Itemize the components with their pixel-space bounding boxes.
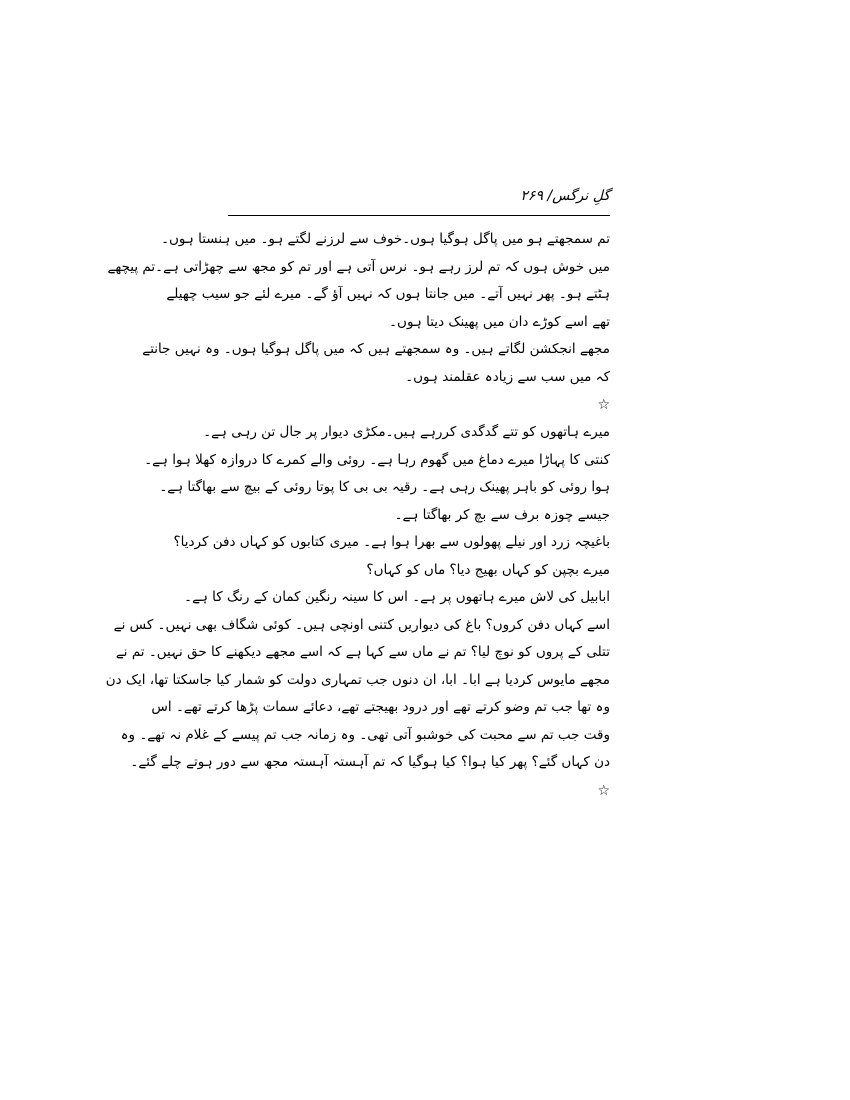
text-line: تھے اسے کوڑے دان میں پھینک دیتا ہوں۔ xyxy=(389,313,610,330)
text-line: دن کہاں گئے؟ پھر کیا ہوا؟ کیا ہوگیا کہ تم آہستہ آہستہ مجھ سے دور ہوتے چلے گئے۔ xyxy=(130,754,610,770)
text-line: میرے ہاتھوں کو تتے گدگدی کررہے ہیں۔مکڑی دیوار پر جال تن رہی ہے۔ xyxy=(203,424,610,440)
text-line: وہ تھا جب تم وضو کرتے تھے اور درود بھیجتے تھے، دعائے سمات پڑھا کرتے تھے۔ اس xyxy=(151,699,610,715)
text-line: تم سمجھتے ہو میں پاگل ہوگیا ہوں۔خوف سے لرزنے لگتے ہو۔ میں ہنستا ہوں۔ xyxy=(161,231,610,247)
text-line: مجھے انجکشن لگاتے ہیں۔ وہ سمجھتے ہیں کہ میں پاگل ہوگیا ہوں۔ وہ نہیں جانتے xyxy=(142,341,610,357)
section-separator-star: ☆ xyxy=(597,397,610,413)
text-line: کنتی کا پہاڑا میرے دماغ میں گھوم رہا ہے۔ روئی والے کمرے کا دروازہ کھلا ہوا ہے۔ xyxy=(144,451,610,468)
text-line: وقت جب تم سے محبت کی خوشبو آتی تھی۔ وہ زمانہ جب تم پیسے کے غلام نہ تھے۔ وہ xyxy=(120,726,610,743)
header-rule xyxy=(228,215,610,216)
text-line: میرے بچپن کو کہاں بھیج دیا؟ ماں کو کہاں؟ xyxy=(366,561,610,578)
text-line: میں خوش ہوں کہ تم لرز رہے ہو۔ نرس آتی ہے اور تم کو مجھ سے چھڑاتی ہے۔تم پیچھے xyxy=(107,258,610,275)
running-title: گلِ نرگس/ ۲۶۹ xyxy=(520,188,610,204)
text-line: ابابیل کی لاش میرے ہاتھوں پر ہے۔ اس کا سینہ رنگین کمان کے رنگ کا ہے۔ xyxy=(184,589,610,605)
text-line: تتلی کے پروں کو نوچ لیا؟ تم نے ماں سے کہا ہے کہ اسے مجھے دیکھنے کا حق نہیں۔ تم نے xyxy=(115,644,610,660)
text-line: مجھے مایوس کردیا ہے ابا۔ ابا، ان دنوں جب تمہاری دولت کو شمار کیا جاسکتا تھا، ایک دن xyxy=(105,671,610,688)
text-line: جیسے چوزہ برف سے بچ کر بھاگتا ہے۔ xyxy=(394,506,610,523)
text-line: ہٹتے ہو۔ پھر نہیں آتے۔ میں جانتا ہوں کہ نہیں آؤ گے۔ میرے لئے جو سیب چھیلے xyxy=(166,286,610,302)
text-line: اسے کہاں دفن کروں؟ باغ کی دیواریں کتنی اونچی ہیں۔ کوئی شگاف بھی نہیں۔ کس نے xyxy=(113,616,610,633)
section-separator-star: ☆ xyxy=(597,782,610,799)
running-header xyxy=(228,188,610,212)
text-line: باغیچہ زرد اور نیلے پھولوں سے بھرا ہوا ہے۔ میری کتابوں کو کہاں دفن کردیا؟ xyxy=(173,534,610,550)
body-text xyxy=(105,226,610,805)
text-line: کہ میں سب سے زیادہ عقلمند ہوں۔ xyxy=(405,368,610,385)
text-line: ہوا روئی کو باہر پھینک رہی ہے۔ رقیہ بی بی کا پوتا روئی کے بیچ سے بھاگتا ہے۔ xyxy=(159,479,610,495)
